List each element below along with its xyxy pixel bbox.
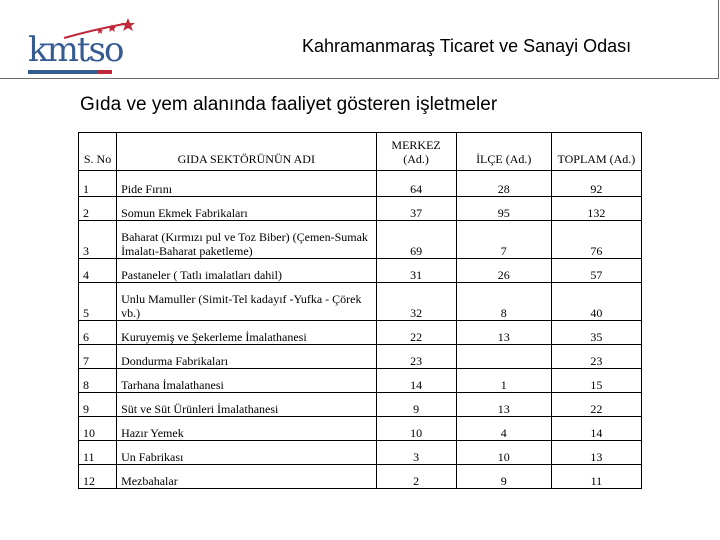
sector-name: Dondurma Fabrikaları: [117, 345, 376, 369]
table-row: [79, 369, 642, 393]
row-number: 12: [79, 465, 117, 489]
sector-name: Pide Fırını: [117, 171, 376, 197]
ilce-count: [456, 345, 551, 369]
total-count: 132: [551, 197, 641, 221]
row-number: 2: [79, 197, 117, 221]
merkez-count: 37: [376, 197, 456, 221]
table-row: [79, 197, 642, 221]
ilce-count: 4: [456, 417, 551, 441]
total-count: 15: [551, 369, 641, 393]
total-count: 22: [551, 393, 641, 417]
merkez-count: 10: [376, 417, 456, 441]
table-row: [79, 171, 642, 197]
table-row: [79, 259, 642, 283]
sector-name: Somun Ekmek Fabrikaları: [117, 197, 376, 221]
row-number: 11: [79, 441, 117, 465]
merkez-count: 22: [376, 321, 456, 345]
logo-bar: [28, 70, 112, 74]
merkez-count: 32: [376, 283, 456, 321]
organization-name: Kahramanmaraş Ticaret ve Sanayi Odası: [302, 36, 632, 56]
table-row: [79, 283, 642, 321]
total-count: 92: [551, 171, 641, 197]
total-count: 35: [551, 321, 641, 345]
header-name: GIDA SEKTÖRÜNÜN ADI: [117, 133, 376, 171]
ilce-count: 1: [456, 369, 551, 393]
total-count: 40: [551, 283, 641, 321]
merkez-count: 2: [376, 465, 456, 489]
sector-name: Mezbahalar: [117, 465, 376, 489]
ilce-count: 95: [456, 197, 551, 221]
total-count: 23: [551, 345, 641, 369]
table-row: [79, 221, 642, 259]
ilce-count: 8: [456, 283, 551, 321]
row-number: 8: [79, 369, 117, 393]
total-count: 14: [551, 417, 641, 441]
row-number: 10: [79, 417, 117, 441]
sector-name: Unlu Mamuller (Simit-Tel kadayıf -Yufka - Çörek vb.): [117, 283, 376, 321]
row-number: 9: [79, 393, 117, 417]
sector-name: Un Fabrikası: [117, 441, 376, 465]
sector-name: Tarhana İmalathanesi: [117, 369, 376, 393]
sector-name: Hazır Yemek: [117, 417, 376, 441]
header-ilce: İLÇE (Ad.): [456, 133, 551, 171]
header-no: S. No: [79, 133, 117, 171]
ilce-count: 28: [456, 171, 551, 197]
total-count: 76: [551, 221, 641, 259]
ilce-count: 10: [456, 441, 551, 465]
ilce-count: 26: [456, 259, 551, 283]
logo-wordmark: kmtso: [28, 30, 123, 70]
ilce-count: 7: [456, 221, 551, 259]
merkez-count: 69: [376, 221, 456, 259]
merkez-count: 64: [376, 171, 456, 197]
ilce-count: 13: [456, 321, 551, 345]
row-number: 7: [79, 345, 117, 369]
table-row: [79, 393, 642, 417]
row-number: 4: [79, 259, 117, 283]
ilce-count: 13: [456, 393, 551, 417]
sector-name: Kuruyemiş ve Şekerleme İmalathanesi: [117, 321, 376, 345]
sector-name: Pastaneler ( Tatlı imalatları dahil): [117, 259, 376, 283]
table-header-row: [79, 133, 642, 171]
page-title: Gıda ve yem alanında faaliyet gösteren işletmeler: [80, 94, 498, 115]
header-toplam: TOPLAM (Ad.): [551, 133, 641, 171]
merkez-count: 23: [376, 345, 456, 369]
total-count: 57: [551, 259, 641, 283]
table-row: [79, 321, 642, 345]
total-count: 11: [551, 465, 641, 489]
header-merkez: MERKEZ (Ad.): [376, 133, 456, 171]
row-number: 6: [79, 321, 117, 345]
row-number: 5: [79, 283, 117, 321]
merkez-count: 31: [376, 259, 456, 283]
sector-name: Süt ve Süt Ürünleri İmalathanesi: [117, 393, 376, 417]
kmtso-logo: [26, 16, 123, 74]
ilce-count: 9: [456, 465, 551, 489]
row-number: 3: [79, 221, 117, 259]
table-row: [79, 345, 642, 369]
header-bar: [0, 0, 719, 79]
row-number: 1: [79, 171, 117, 197]
food-sector-table: [78, 132, 642, 489]
sector-name: Baharat (Kırmızı pul ve Toz Biber) (Çemen-Sumak İmalatı-Baharat paketleme): [117, 221, 376, 259]
merkez-count: 3: [376, 441, 456, 465]
table-row: [79, 417, 642, 441]
merkez-count: 9: [376, 393, 456, 417]
table-row: [79, 441, 642, 465]
total-count: 13: [551, 441, 641, 465]
table-row: [79, 465, 642, 489]
merkez-count: 14: [376, 369, 456, 393]
